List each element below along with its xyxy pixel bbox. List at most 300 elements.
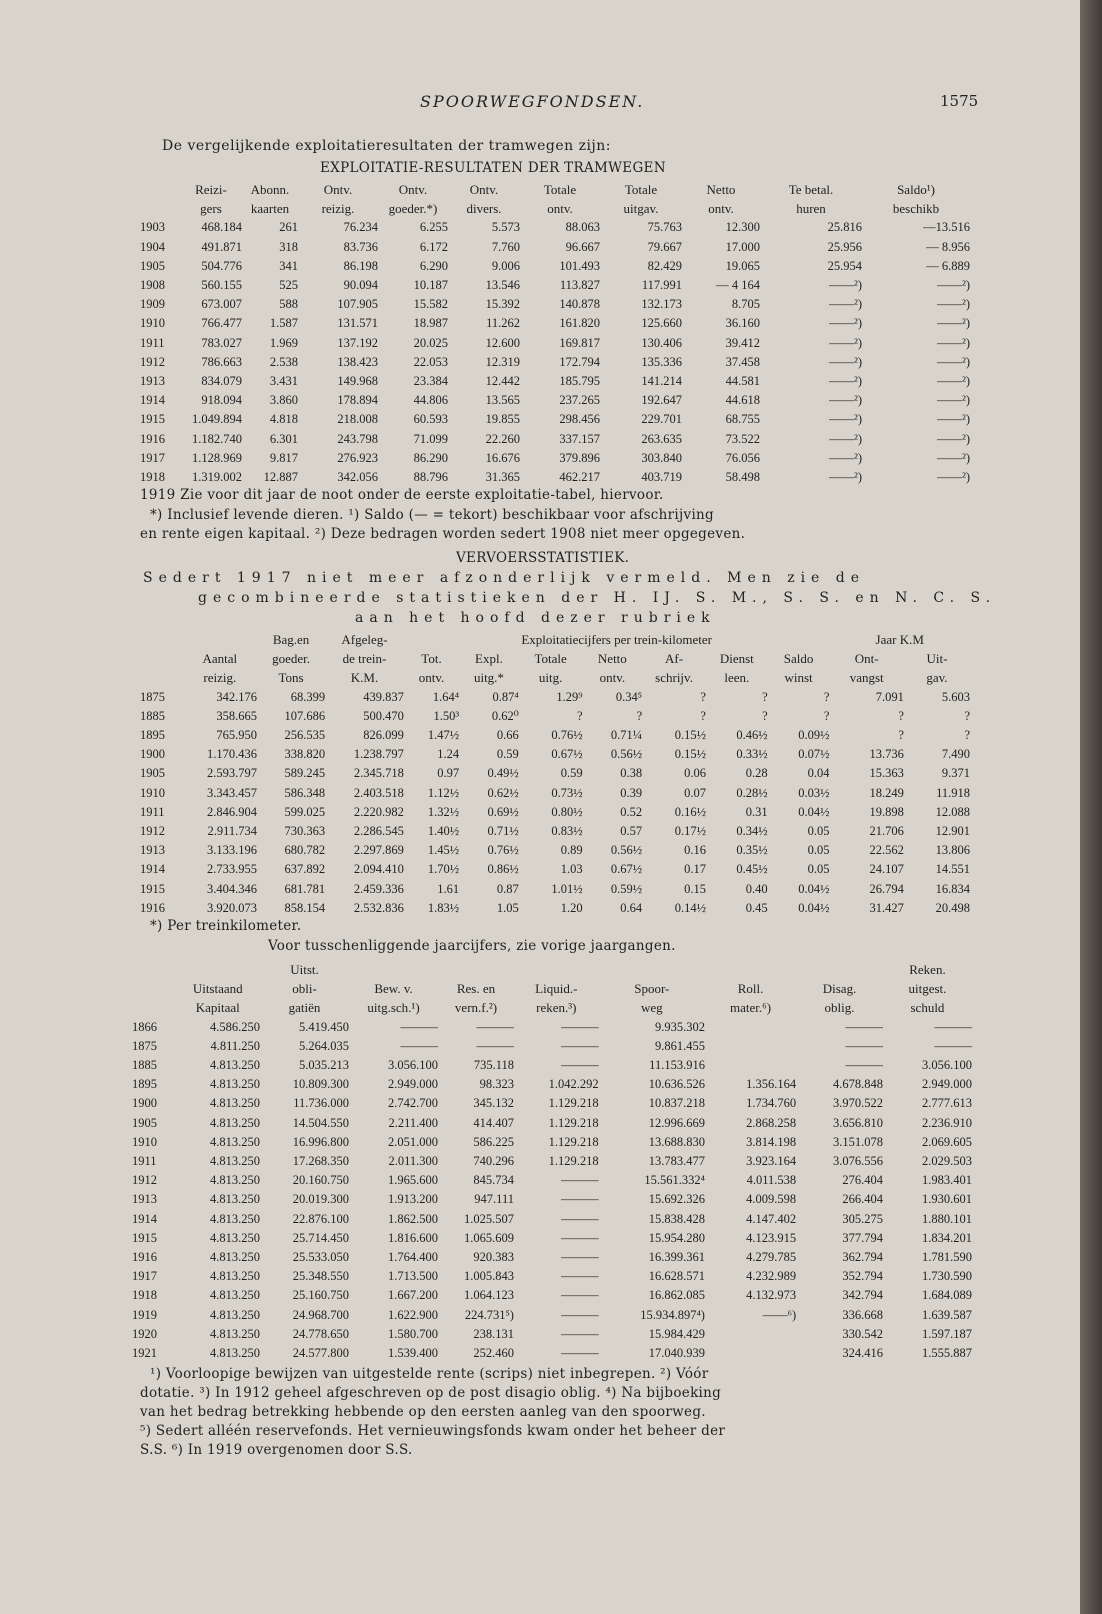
table-cell: 261 — [279, 220, 298, 235]
fondsen-table-body — [132, 1018, 972, 1364]
table-cell: 2.236.910 — [922, 1115, 972, 1130]
table-cell: 18.987 — [413, 316, 448, 331]
table-cell: 2.868.258 — [746, 1115, 797, 1130]
fondsen-header-row-3 — [132, 998, 972, 1017]
header-cell: uitgest. — [908, 981, 947, 997]
year-cell: 1910 — [140, 316, 165, 331]
table-cell: 15.984.429 — [648, 1326, 705, 1341]
table-cell: 169.817 — [559, 335, 600, 350]
header-cell: Af- — [665, 651, 684, 667]
header-cell: Expl. — [475, 651, 503, 667]
table-cell: 920.383 — [473, 1250, 514, 1265]
tram-intro: De vergelijkende exploitatieresultaten der tramwegen zijn: — [162, 138, 612, 154]
table-cell: 0.34½ — [736, 824, 768, 839]
table-cell: 0.45 — [745, 900, 768, 915]
table-cell: 586.348 — [284, 785, 326, 800]
table-cell: 0.05 — [807, 862, 830, 877]
table-cell: 23.384 — [413, 374, 448, 389]
table-cell: 161.820 — [559, 316, 600, 331]
header-cell: reizig. — [203, 670, 237, 686]
table-cell: 1.05 — [496, 900, 519, 915]
year-cell: 1909 — [140, 297, 165, 312]
table-cell: 342.794 — [842, 1288, 883, 1303]
header-cell: reizig. — [321, 201, 355, 217]
year-cell: 1910 — [140, 785, 165, 800]
header-cell — [140, 630, 183, 649]
table-cell: 0.59 — [496, 747, 519, 762]
header-cell — [132, 960, 175, 979]
fondsen-footnote-line: dotatie. ³) In 1912 geheel afgeschreven op de post disagio oblig. ⁴) Na bijboeking — [140, 1385, 722, 1401]
table-cell: 2.593.797 — [207, 766, 258, 781]
header-cell: ontv. — [547, 201, 573, 217]
header-cell: ontv. — [708, 201, 734, 217]
table-cell: 2.051.000 — [388, 1134, 439, 1149]
year-cell: 1915 — [140, 412, 165, 427]
table-cell: 0.07½ — [798, 747, 830, 762]
table-row — [132, 1210, 972, 1229]
table-cell: 266.404 — [842, 1192, 883, 1207]
vervoer-header-row-1 — [140, 630, 970, 649]
table-cell: ——— — [561, 1288, 599, 1303]
fondsen-footnote-line: S.S. ⁶) In 1919 overgenomen door S.S. — [140, 1442, 413, 1458]
table-cell: 1.965.600 — [388, 1173, 439, 1188]
table-row — [140, 822, 970, 841]
header-cell: Bew. v. — [374, 981, 413, 997]
table-cell: 345.132 — [473, 1096, 514, 1111]
table-row — [140, 899, 970, 918]
table-cell: 3.404.346 — [207, 881, 258, 896]
table-cell: 9.861.455 — [654, 1038, 705, 1053]
table-cell: 786.663 — [201, 354, 242, 369]
table-cell: ——²) — [937, 393, 970, 408]
table-cell: 4.009.598 — [746, 1192, 797, 1207]
table-cell: 0.56½ — [610, 843, 643, 858]
table-cell: ——— — [561, 1192, 599, 1207]
header-cell: Tons — [278, 670, 304, 686]
table-cell: ——²) — [937, 374, 970, 389]
table-row — [140, 764, 970, 783]
year-cell: 1912 — [132, 1173, 157, 1188]
table-cell: 3.133.196 — [207, 843, 258, 858]
table-row — [140, 276, 970, 295]
year-cell: 1916 — [140, 431, 165, 446]
year-cell: 1920 — [132, 1326, 157, 1341]
table-cell: 10.809.300 — [292, 1077, 350, 1092]
vervoer-table — [140, 630, 970, 918]
header-cell — [349, 960, 438, 979]
table-cell: 740.296 — [473, 1154, 514, 1169]
header-cell — [438, 960, 514, 979]
table-cell: 1.83½ — [427, 900, 460, 915]
header-cell: gatiën — [288, 1000, 321, 1016]
table-cell: 16.628.571 — [648, 1269, 705, 1284]
table-cell: 4.132.973 — [746, 1288, 797, 1303]
table-cell: ? — [898, 708, 904, 723]
table-cell: 0.15½ — [674, 747, 706, 762]
table-cell: 525 — [279, 278, 298, 293]
table-row — [140, 803, 970, 822]
table-cell: 4.811.250 — [210, 1038, 261, 1053]
table-cell: 15.692.326 — [648, 1192, 705, 1207]
table-cell: 3.431 — [269, 374, 298, 389]
table-cell: 58.498 — [725, 470, 760, 485]
header-cell: Te betal. — [788, 182, 834, 197]
table-cell: 1.45½ — [427, 843, 460, 858]
table-row — [140, 449, 970, 468]
table-row — [132, 1094, 972, 1113]
vervoer-footnote-1: *) Per treinkilometer. — [150, 918, 302, 934]
table-cell: 125.660 — [641, 316, 682, 331]
table-cell: 31.365 — [485, 470, 520, 485]
table-cell — [705, 1325, 796, 1344]
table-cell: ? — [823, 708, 830, 723]
year-cell: 1911 — [140, 335, 165, 350]
table-cell: 96.667 — [565, 239, 600, 254]
table-cell: 31.427 — [869, 900, 904, 915]
table-cell: 10.636.526 — [648, 1077, 705, 1092]
table-cell: 22.562 — [869, 843, 904, 858]
table-cell: 0.14½ — [674, 900, 706, 915]
table-row — [132, 1171, 972, 1190]
table-cell: ——— — [561, 1019, 599, 1034]
table-cell: 4.813.250 — [210, 1307, 261, 1322]
table-row — [132, 1229, 972, 1248]
header-cell: de trein- — [342, 651, 387, 667]
table-cell: 0.59½ — [610, 881, 643, 896]
table-cell: 26.794 — [869, 881, 904, 896]
table-cell: 113.827 — [559, 278, 600, 293]
table-cell: ——⁶) — [762, 1307, 797, 1322]
table-row — [140, 468, 970, 487]
table-cell: 0.83½ — [551, 824, 583, 839]
table-cell: 1.622.900 — [388, 1307, 439, 1322]
year-cell: 1914 — [132, 1211, 157, 1226]
table-cell: 2.345.718 — [353, 766, 404, 781]
table-cell: 504.776 — [201, 258, 242, 273]
table-cell: 17.268.350 — [292, 1154, 350, 1169]
tram-footnote-2: en rente eigen kapitaal. ²) Deze bedragen worden sedert 1908 niet meer opgegeven. — [140, 526, 746, 542]
tram-table-body — [140, 218, 970, 487]
table-cell: 1.128.969 — [192, 450, 242, 465]
table-cell: 858.154 — [284, 900, 326, 915]
vervoer-header-row-2 — [140, 649, 970, 668]
header-cell: Uitst. — [290, 962, 319, 977]
header-cell: leen. — [724, 670, 750, 686]
table-row — [140, 410, 970, 429]
table-row — [140, 391, 970, 410]
table-cell: 4.813.250 — [210, 1250, 261, 1265]
vervoer-title: VERVOERSSTATISTIEK. — [456, 550, 630, 566]
header-cell: uitgav. — [623, 201, 659, 217]
table-cell: 11.153.916 — [649, 1058, 705, 1073]
table-cell: 1.32½ — [427, 804, 460, 819]
table-cell: 218.008 — [337, 412, 378, 427]
header-cell — [140, 199, 180, 218]
table-cell: 9.935.302 — [654, 1019, 705, 1034]
table-cell: 0.31 — [745, 804, 768, 819]
table-cell: 1.47½ — [427, 728, 460, 743]
table-cell: 337.157 — [559, 431, 600, 446]
table-cell: 1.50³ — [433, 708, 460, 723]
table-cell: 1.129.218 — [548, 1154, 599, 1169]
table-cell: 1.713.500 — [388, 1269, 439, 1284]
table-cell: ? — [762, 689, 768, 704]
table-cell: 11.262 — [486, 316, 520, 331]
table-cell: 24.577.800 — [292, 1346, 350, 1361]
table-cell: 6.290 — [419, 258, 448, 273]
table-cell: 137.192 — [337, 335, 378, 350]
header-cell: Exploitatiecijfers per trein-kilometer — [521, 632, 712, 647]
table-cell: 1.01½ — [551, 881, 583, 896]
table-cell: 588 — [279, 297, 298, 312]
header-cell: huren — [796, 201, 826, 217]
table-cell: 3.970.522 — [832, 1096, 883, 1111]
table-cell: 60.593 — [413, 412, 448, 427]
table-cell: 0.28 — [745, 766, 768, 781]
table-cell: 4.586.250 — [210, 1019, 261, 1034]
table-cell: 0.62½ — [487, 785, 519, 800]
table-cell: 9.817 — [269, 450, 298, 465]
table-row — [140, 314, 970, 333]
header-cell: Ontv. — [469, 182, 499, 197]
table-cell: 12.600 — [485, 335, 520, 350]
table-cell: ? — [636, 708, 643, 723]
table-cell: 560.155 — [201, 278, 242, 293]
table-cell: 2.846.904 — [207, 804, 258, 819]
table-cell: ——²) — [829, 412, 862, 427]
table-cell: 22.876.100 — [292, 1211, 350, 1226]
table-cell: 0.86½ — [487, 862, 519, 877]
table-cell: 0.89 — [560, 843, 583, 858]
table-cell: 1.667.200 — [388, 1288, 439, 1303]
year-cell: 1921 — [132, 1346, 157, 1361]
table-row — [140, 726, 970, 745]
table-cell: 0.64 — [620, 900, 643, 915]
table-row — [140, 745, 970, 764]
table-cell: 13.806 — [935, 843, 970, 858]
table-cell: 276.923 — [337, 450, 378, 465]
header-cell: reken.³) — [536, 1000, 577, 1016]
table-cell: 25.816 — [827, 220, 862, 235]
header-cell: gav. — [926, 670, 948, 686]
table-cell: 0.67½ — [610, 862, 643, 877]
table-cell: 0.67½ — [551, 747, 583, 762]
year-cell: 1913 — [140, 843, 165, 858]
table-cell: 0.33½ — [736, 747, 768, 762]
table-cell: ——²) — [937, 297, 970, 312]
fondsen-footnote-line: ⁵) Sedert alléén reservefonds. Het vernieuwingsfonds kwam onder het beheer der — [140, 1423, 726, 1439]
header-cell — [796, 960, 883, 979]
header-cell: Dienst — [719, 651, 754, 667]
table-cell: 1.049.894 — [192, 412, 242, 427]
table-cell: ——— — [561, 1173, 599, 1188]
table-cell: 2.011.300 — [388, 1154, 439, 1169]
table-cell: 16.676 — [485, 450, 520, 465]
book-spine — [1080, 0, 1102, 1614]
table-cell: 17.000 — [725, 239, 760, 254]
table-cell: 82.429 — [647, 258, 682, 273]
table-cell: ——²) — [937, 412, 970, 427]
table-cell: 0.38 — [620, 766, 643, 781]
table-cell: ——— — [561, 1211, 599, 1226]
table-cell: 0.15 — [684, 881, 706, 896]
table-cell: 0.05 — [807, 824, 830, 839]
table-cell: 1.129.218 — [548, 1115, 599, 1130]
table-cell: 37.458 — [725, 354, 760, 369]
year-cell: 1903 — [140, 220, 165, 235]
table-cell: 0.76½ — [551, 728, 583, 743]
fondsen-header-row-2 — [132, 979, 972, 998]
table-cell: 4.813.250 — [210, 1288, 261, 1303]
table-cell: ——— — [845, 1019, 883, 1034]
table-row — [140, 295, 970, 314]
year-cell: 1918 — [140, 470, 165, 485]
table-cell: 3.076.556 — [832, 1154, 883, 1169]
table-cell: 15.954.280 — [648, 1230, 705, 1245]
table-cell: ——— — [845, 1038, 883, 1053]
table-cell: 0.28½ — [736, 785, 768, 800]
table-cell: 0.69½ — [487, 804, 519, 819]
table-cell: 2.742.700 — [388, 1096, 439, 1111]
table-cell: 341 — [279, 258, 298, 273]
table-cell: 4.813.250 — [210, 1173, 261, 1188]
table-row — [132, 1248, 972, 1267]
table-cell: ——²) — [937, 335, 970, 350]
table-cell: ——— — [561, 1269, 599, 1284]
header-cell: Bag.en — [272, 632, 310, 647]
table-row — [140, 860, 970, 879]
table-cell: ——²) — [937, 450, 970, 465]
table-row — [140, 372, 970, 391]
table-cell: ? — [964, 728, 970, 743]
year-cell: 1905 — [140, 258, 165, 273]
table-cell: 1.064.123 — [463, 1288, 514, 1303]
table-cell: 1.64⁴ — [432, 689, 460, 704]
header-cell — [140, 180, 180, 199]
table-cell: ——²) — [937, 354, 970, 369]
table-cell: ——— — [561, 1346, 599, 1361]
table-row — [140, 238, 970, 257]
table-cell: 414.407 — [473, 1115, 514, 1130]
table-cell: 192.647 — [641, 393, 682, 408]
tram-table-title: EXPLOITATIE-RESULTATEN DER TRAMWEGEN — [320, 160, 666, 176]
table-cell: 765.950 — [216, 728, 258, 743]
table-cell: 2.220.982 — [353, 804, 404, 819]
table-cell: 0.87⁴ — [492, 689, 519, 704]
table-cell: 0.06 — [684, 766, 706, 781]
table-cell: 2.286.545 — [353, 824, 404, 839]
table-cell: 0.16½ — [674, 804, 706, 819]
table-row — [140, 430, 970, 449]
page-title: SPOORWEGFONDSEN. — [420, 92, 645, 111]
table-cell: ? — [964, 708, 970, 723]
table-cell: 24.107 — [869, 862, 904, 877]
page-number: 1575 — [940, 92, 979, 110]
table-cell: 1.639.587 — [922, 1307, 972, 1322]
year-cell: 1875 — [140, 689, 165, 704]
table-cell: 2.949.000 — [922, 1077, 972, 1092]
header-cell: uitg.* — [473, 670, 504, 686]
table-cell: 36.160 — [725, 316, 760, 331]
table-cell: 149.968 — [337, 374, 378, 389]
table-cell: 15.363 — [869, 766, 904, 781]
year-cell: 1895 — [132, 1077, 157, 1092]
table-cell: 3.920.073 — [207, 900, 258, 915]
table-cell — [705, 1344, 796, 1363]
table-cell: 947.111 — [474, 1192, 514, 1207]
table-cell: 12.442 — [485, 374, 520, 389]
table-cell: 1.129.218 — [548, 1134, 599, 1149]
table-cell: ——— — [400, 1038, 439, 1053]
table-row — [132, 1190, 972, 1209]
year-cell: 1905 — [140, 766, 165, 781]
table-cell: 0.17 — [684, 862, 706, 877]
header-cell: beschikb — [892, 201, 940, 217]
table-cell: 0.09½ — [798, 728, 830, 743]
table-cell: 1.70½ — [427, 862, 460, 877]
header-cell: uitg. — [538, 670, 563, 686]
table-cell: 237.265 — [559, 393, 600, 408]
table-cell: 1.834.201 — [922, 1230, 972, 1245]
table-cell: 107.905 — [337, 297, 378, 312]
table-cell: 500.470 — [363, 708, 404, 723]
table-cell: 12.996.669 — [648, 1115, 705, 1130]
table-cell: 13.688.830 — [648, 1134, 705, 1149]
table-cell: 377.794 — [842, 1230, 883, 1245]
table-cell: 1.356.164 — [746, 1077, 797, 1092]
table-cell: 76.056 — [725, 450, 760, 465]
table-row — [132, 1152, 972, 1171]
vervoer-line-2: gecombineerde statistieken der H. IJ. S. M., S. S. en N. C. S. — [198, 590, 997, 606]
table-cell: 362.794 — [842, 1250, 883, 1265]
table-cell: 1.182.740 — [192, 431, 242, 446]
table-cell: 10.837.218 — [648, 1096, 705, 1111]
table-cell: 73.522 — [725, 431, 760, 446]
table-cell: 1.684.089 — [922, 1288, 972, 1303]
year-cell: 1885 — [132, 1058, 157, 1073]
year-cell: 1915 — [140, 881, 165, 896]
table-cell: 86.198 — [343, 258, 378, 273]
table-row — [132, 1286, 972, 1305]
table-row — [140, 218, 970, 237]
table-cell: ——²) — [937, 316, 970, 331]
year-cell: 1912 — [140, 354, 165, 369]
table-cell: 117.991 — [641, 278, 682, 293]
table-cell: 4.818 — [269, 412, 298, 427]
table-cell: 131.571 — [337, 316, 378, 331]
table-cell: 1.24 — [437, 747, 460, 762]
table-cell: — 6.889 — [926, 258, 970, 273]
table-cell: 22.053 — [413, 354, 448, 369]
table-cell — [705, 1056, 796, 1075]
table-cell: ——— — [934, 1038, 972, 1053]
table-cell: — 8.956 — [926, 239, 970, 254]
table-cell: 589.245 — [284, 766, 326, 781]
table-cell: 1.880.101 — [922, 1211, 972, 1226]
table-cell: 44.806 — [413, 393, 448, 408]
header-cell: gers — [200, 201, 222, 217]
table-cell: 101.493 — [559, 258, 600, 273]
header-cell: Netto — [706, 182, 736, 197]
table-cell: 4.147.402 — [746, 1211, 797, 1226]
table-cell: 834.079 — [201, 374, 242, 389]
table-cell: 0.39 — [620, 785, 643, 800]
table-cell: ——²) — [829, 393, 862, 408]
table-cell: 735.118 — [473, 1058, 514, 1073]
header-cell: Totale — [543, 182, 577, 197]
table-cell: 88.063 — [565, 220, 600, 235]
table-cell: 25.954 — [827, 258, 862, 273]
